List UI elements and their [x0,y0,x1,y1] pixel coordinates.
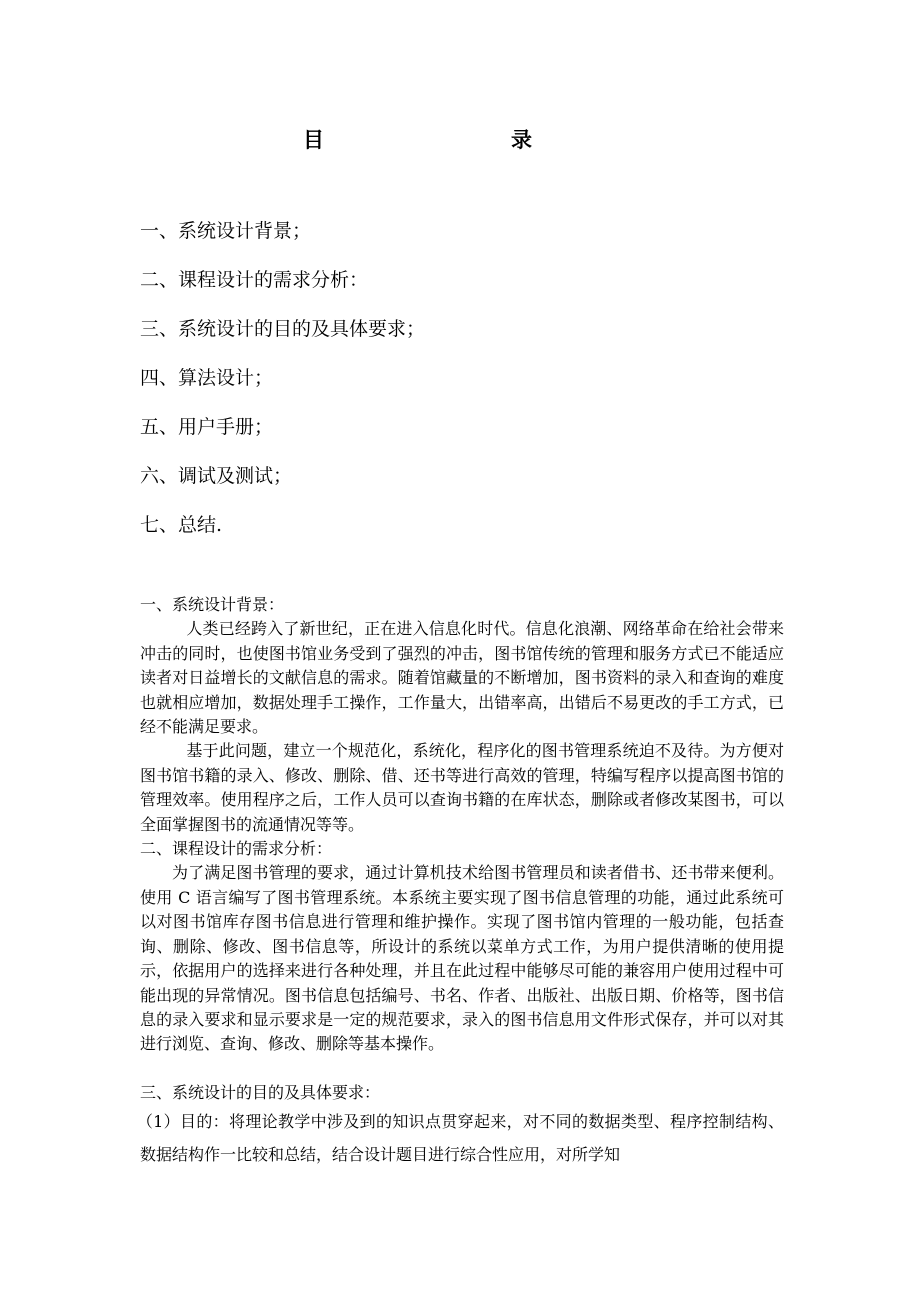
toc-item-6: 六、调试及测试； [140,465,293,487]
section-1-paragraph-1: 人类已经跨入了新世纪，正在进入信息化时代。信息化浪潮、网络革命在给社会带来冲击的同时，也使图书馆业务受到了强烈的冲击，图书馆传统的管理和服务方式已不能适应读者对日益增长的文献信息的需求。随着馆藏量的不断增加，图书资料的录入和查询的难度也就相应增加，数据处理手工操作，工作量大，出错率高，出错后不易更改的手工方式，已经不能满足要求。 [140,619,784,737]
toc-item-7: 七、总结. [140,514,223,536]
toc-item-1: 一、系统设计背景； [140,220,312,242]
toc-item-4: 四、算法设计； [140,367,274,389]
toc-title-left: 目 [303,127,324,152]
toc-item-3: 三、系统设计的目的及具体要求； [140,318,426,340]
section-1-heading: 一、系统设计背景： [140,595,285,614]
toc-item-2: 二、课程设计的需求分析： [140,269,369,291]
section-2-paragraph-1: 为了满足图书管理的要求，通过计算机技术给图书管理员和读者借书、还书带来便利。使用 C 语言编写了图书管理系统。本系统主要实现了图书信息管理的功能，通过此系统可以对图书馆库存图书信息进行管理和维护操作。实现了图书馆内管理的一般功能，包括查询、删除、修改、图书信息等，所设计的系统以菜单方式工作，为用户提供清晰的使用提示，依据用户的选择来进行各种处理，并且在此过程中能够尽可能的兼容用户使用过程中可能出现的异常情况。图书信息包括编号、书名、作者、出版社、出版日期、价格等，图书信息的录入要求和显示要求是一定的规范要求，录入的图书信息用文件形式保存，并可以对其进行浏览、查询、修改、删除等基本操作。 [140,863,784,1054]
toc-title [0,124,920,156]
section-spacer [140,1057,784,1081]
toc-title-right: 录 [511,127,532,152]
toc-item-5: 五、用户手册； [140,416,274,438]
section-1-paragraph-2: 基于此问题，建立一个规范化，系统化，程序化的图书管理系统迫不及待。为方便对图书馆书籍的录入、修改、删除、借、还书等进行高效的管理，特编写程序以提高图书馆的管理效率。使用程序之后，工作人员可以查询书籍的在库状态，删除或者修改某图书，可以全面掌握图书的流通情况等等。 [140,741,784,834]
document-body [136,593,784,1171]
section-2-heading: 二、课程设计的需求分析： [140,839,333,859]
section-3-paragraph-1: （1）目的：将理论教学中涉及到的知识点贯穿起来，对不同的数据类型、程序控制结构、数据结构作一比较和总结，结合设计题目进行综合性应用，对所学知 [136,1112,784,1165]
toc-list [140,216,780,559]
section-3-heading: 三、系统设计的目的及具体要求： [140,1082,381,1102]
